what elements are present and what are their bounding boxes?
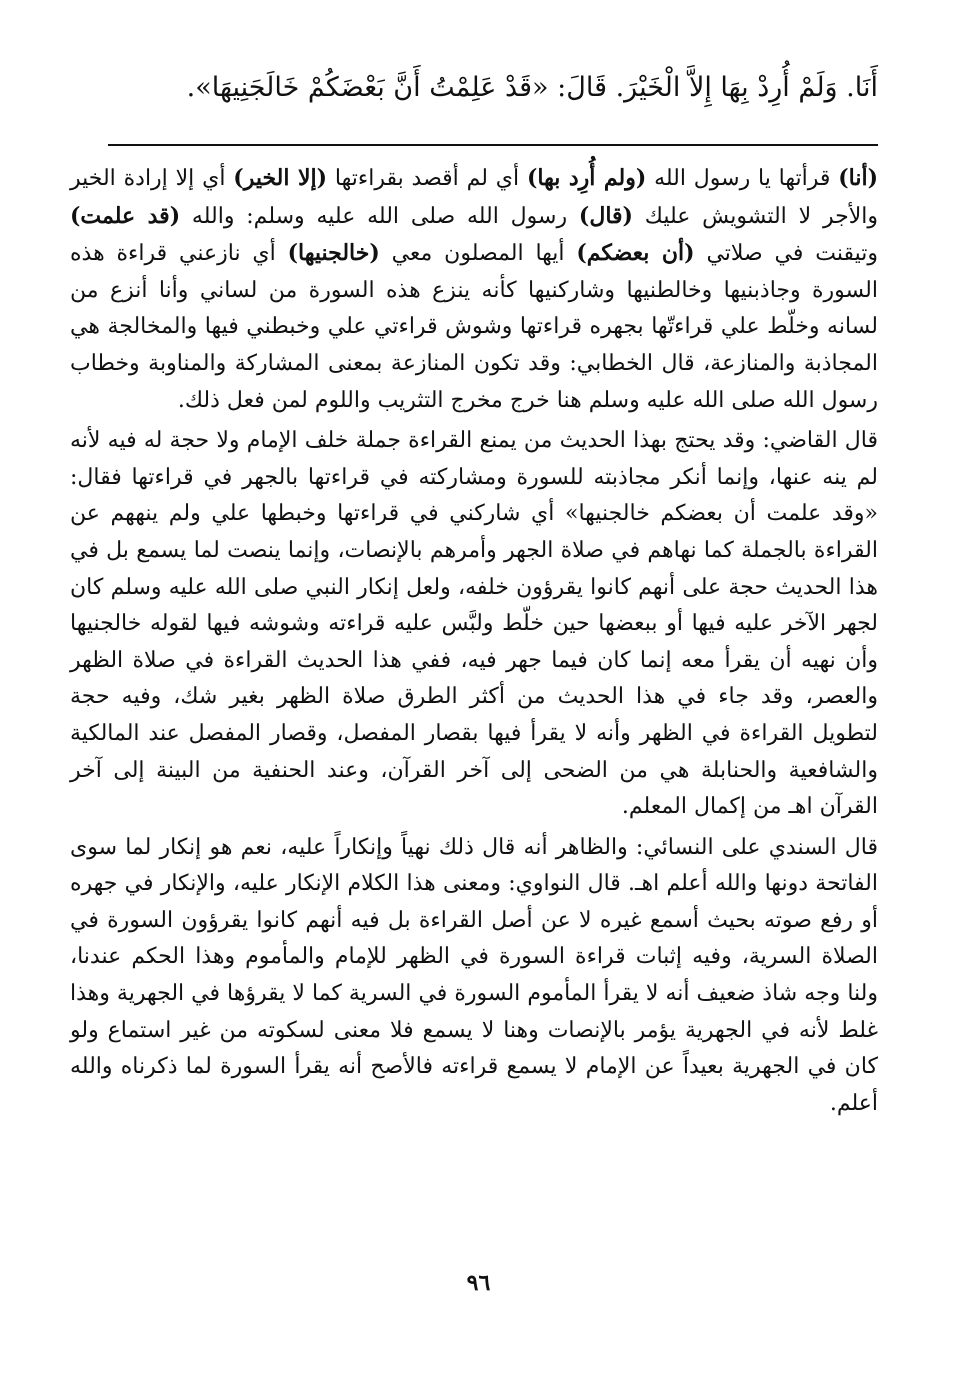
commentary-paragraph-1 [70,160,878,419]
text-segment: قرأتها يا رسول الله [646,166,839,191]
text-segment: رسول الله صلى الله عليه وسلم: والله [180,203,579,229]
commentary-paragraph-2: قال القاضي: وقد يحتج بهذا الحديث من يمنع القراءة جملة خلف الإمام ولا حجة له فيه لأنه لم ينه عنها، وإنما أنكر مجاذبته للسورة ومشاركته في قراءتها بالجهر في قراءتها فقال: «وقد علمت أن بعضكم خالجنيها» أي شاركني في قراءتها وخبطها علي ولم ينههم عن القراءة بالجملة كما نهاهم في صلاة الجهر وأمرهم بالإنصات، وإنما ينصت لما يسمع بل في هذا الحديث حجة على أنهم كانوا يقرؤون خلفه، ولعل إنكار النبي صلى الله عليه وسلم كان لجهر الآخر عليه فيها أو ببعضها حين خلّط ولبَّس عليه قراءته وشوشه فيها لقوله خالجنيها وأن نهيه أن يقرأ معه إنما كان فيما جهر فيه، ففي هذا الحديث القراءة في صلاة الظهر والعصر، وقد جاء في هذا الحديث من أكثر الطرق صلاة الظهر بغير شك، وفيه حجة لتطويل القراءة في الظهر وأنه لا يقرأ فيها بقصار المفصل، وقصار المفصل عند المالكية والشافعية والحنابلة هي من الضحى إلى آخر القرآن، وعند الحنفية من البينة إلى آخر القرآن اهـ من إكمال المعلم. [70,428,878,820]
keyword-segment: (أن بعضكم) [576,240,695,267]
keyword-segment: (قد علمت) [70,202,181,229]
text-segment: أي إلا إرادة الخير والأجر لا التشويش عليك [70,166,879,229]
keyword-segment: (أنا) [838,165,879,191]
text-segment: أيها المصلون معي [379,241,577,267]
text-segment: أي نازعني قراءة هذه السورة وجاذبنيها وخالطنيها وشاركنيها كأنه ينزع هذه السورة من لساني وأنا أنزع من لسانه وخلّط علي قراءتّها بجهره قراءتها وشوش قراءتي علي وخبطني فيها والمخالجة هي المجاذبة والمنازعة، قال الخطابي: وقد تكون المنازعة بمعنى المشاركة والمناوبة وخطاب رسول الله صلى الله عليه وسلم هنا خرج مخرج التثريب واللوم لمن فعل ذلك. [70,241,878,413]
hadith-text: أَنَا. وَلَمْ أُرِدْ بِهَا إِلاَّ الْخَيْرَ. قَالَ: «قَدْ عَلِمْتُ أَنَّ بَعْضَكُمْ خَالَجَنِيهَا». [186,72,878,103]
page-body [70,60,878,1126]
keyword-segment: (إلا الخير) [233,165,328,191]
separator-rule [108,144,878,146]
keyword-segment: (قال) [578,202,633,229]
commentary-paragraph-3: قال السندي على النسائي: والظاهر أنه قال ذلك نهياً وإنكاراً عليه، نعم هو إنكار لما سوى الفاتحة دونها والله أعلم اهـ. قال النواوي: ومعنى هذا الكلام الإنكار عليه، والإنكار في جهره أو رفع صوته بحيث أسمع غيره لا عن أصل القراءة بل فيه أنهم كانوا يقرؤون السورة في الصلاة السرية، وفيه إثبات قراءة السورة في الظهر للإمام والمأموم وهذا الحكم عندنا، ولنا وجه شاذ ضعيف أنه لا يقرأ المأموم السورة في السرية كما لا يقرؤها في الجهرية وهذا غلط لأنه في الجهرية يؤمر بالإنصات وهنا لا يسمع فلا معنى لسكوته من غير استماع ولو كان في الجهرية بعيداً عن الإمام لا يسمع قراءته فالأصح أنه يقرأ السورة لما ذكرناه والله أعلم. [70,834,878,1116]
text-segment: وتيقنت في صلاتي [694,241,879,267]
text-segment: أي لم أقصد بقراءتها [327,166,527,191]
keyword-segment: (خالجنيها) [287,240,380,267]
keyword-segment: (ولم أُرِد بها) [526,165,647,191]
page-number: ٩٦ [466,1270,491,1296]
